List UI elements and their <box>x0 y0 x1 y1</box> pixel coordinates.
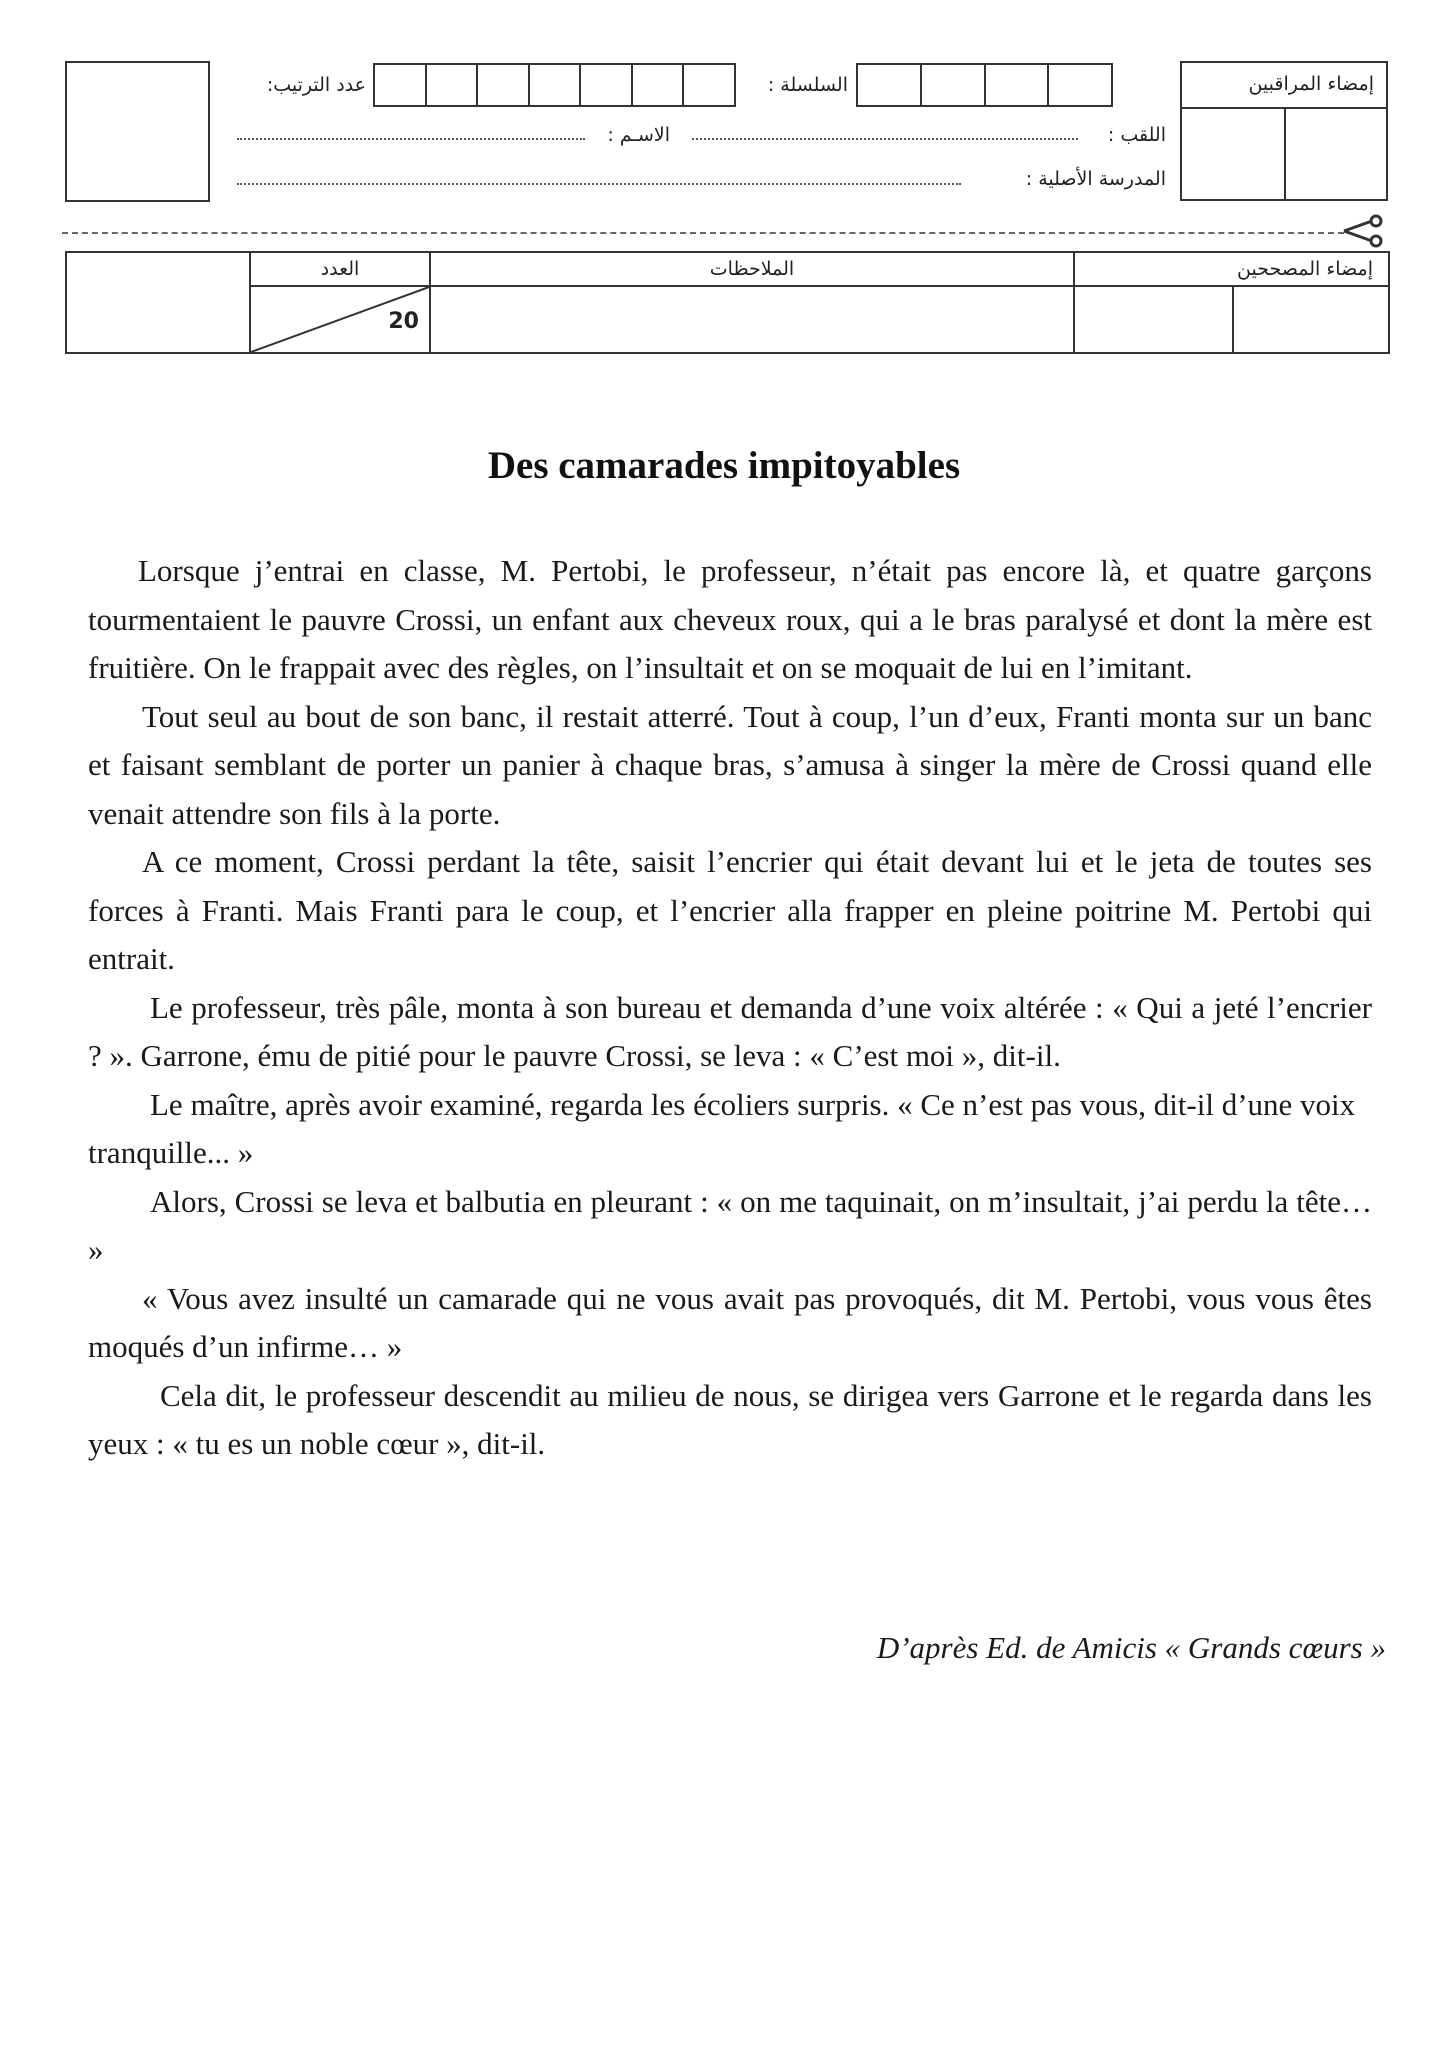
digit-box[interactable] <box>631 63 685 107</box>
corrector-signature-cell[interactable] <box>1232 285 1390 354</box>
paragraph: A ce moment, Crossi perdant la tête, saisit l’encrier qui était devant lui et le jeta de toutes ses forces à Franti. Mais Franti para le coup, et l’encrier alla frapper en pleine poitrine M. Pertobi qui entrait. <box>88 844 1372 976</box>
grade-label: العدد <box>320 258 360 280</box>
scissors-icon <box>1342 213 1384 249</box>
remarks-cell[interactable] <box>429 285 1075 354</box>
school-field[interactable] <box>237 175 961 185</box>
paragraph: Le professeur, très pâle, monta à son bureau et demanda d’une voix altérée : « Qui a jeté l’encrier ? ». Garrone, ému de pitié pour le pauvre Crossi, se leva : « C’est moi », dit-il. <box>88 989 1372 1073</box>
corrector-signature-cell[interactable] <box>1073 285 1234 354</box>
signature-cell[interactable] <box>1284 107 1388 201</box>
monitors-signature-label: إمضاء المراقبين <box>1248 73 1374 95</box>
digit-box[interactable] <box>682 63 736 107</box>
surname-field[interactable] <box>692 130 1078 140</box>
digit-box[interactable] <box>1047 63 1113 107</box>
paragraph: « Vous avez insulté un camarade qui ne vous avait pas provoqués, dit M. Pertobi, vous vous êtes moqués d’un infirme… » <box>88 1280 1372 1364</box>
paragraph: Alors, Crossi se leva et balbutia en pleurant : « on me taquinait, on m’insultait, j’ai perdu la tête… » <box>88 1183 1372 1267</box>
digit-box[interactable] <box>528 63 582 107</box>
signature-cell[interactable] <box>1180 107 1286 201</box>
paragraph: Tout seul au bout de son banc, il restait atterré. Tout à coup, l’un d’eux, Franti monta sur un banc et faisant semblant de porter un panier à chaque bras, s’amusa à singer la mère de Crossi quand elle venait attendre son fils à la porte. <box>88 698 1372 831</box>
grade-cell[interactable] <box>249 285 431 354</box>
paragraph: Le maître, après avoir examiné, regarda les écoliers surpris. « Ce n’est pas vous, dit-il d’une voix tranquille... » <box>88 1086 1356 1170</box>
cut-line <box>62 232 1344 234</box>
digit-box[interactable] <box>920 63 986 107</box>
digit-box[interactable] <box>373 63 427 107</box>
digit-box[interactable] <box>425 63 479 107</box>
series-label: السلسلة : <box>767 74 848 96</box>
paragraph: Lorsque j’entrai en classe, M. Pertobi, le professeur, n’était pas encore là, et quatre garçons tourmentaient le pauvre Crossi, un enfant aux cheveux roux, qui a le bras paralysé et dont la mère est fruitière. On le frappait avec des règles, on l’insultait et on se moquait de lui en l’imitant. <box>88 553 1372 685</box>
name-field[interactable] <box>237 130 585 140</box>
page-title: Des camarades impitoyables <box>487 444 961 487</box>
paragraph: Cela dit, le professeur descendit au milieu de nous, se dirigea vers Garrone et le regarda dans les yeux : « tu es un noble cœur », dit-il. <box>88 1377 1372 1461</box>
digit-box[interactable] <box>856 63 922 107</box>
remarks-label: الملاحظات <box>709 258 795 280</box>
school-label: المدرسة الأصلية : <box>1025 168 1166 190</box>
grade-total: 20 <box>388 309 419 334</box>
name-label: الاسـم : <box>607 124 670 146</box>
source-citation: D’après Ed. de Amicis « Grands cœurs » <box>876 1630 1386 1665</box>
digit-box[interactable] <box>984 63 1050 107</box>
surname-label: اللقب : <box>1107 124 1166 146</box>
digit-box[interactable] <box>579 63 633 107</box>
photo-box <box>65 61 210 202</box>
monitors-signature-box <box>1180 61 1388 201</box>
grading-blank-cell <box>65 251 251 354</box>
digit-box[interactable] <box>476 63 530 107</box>
order-number-boxes[interactable] <box>373 63 736 107</box>
grading-table <box>65 251 1390 354</box>
correctors-signature-label: إمضاء المصححين <box>1237 258 1373 280</box>
reading-text <box>88 547 1372 1469</box>
series-boxes[interactable] <box>856 63 1113 107</box>
order-number-label: عدد الترتيب: <box>266 74 366 96</box>
